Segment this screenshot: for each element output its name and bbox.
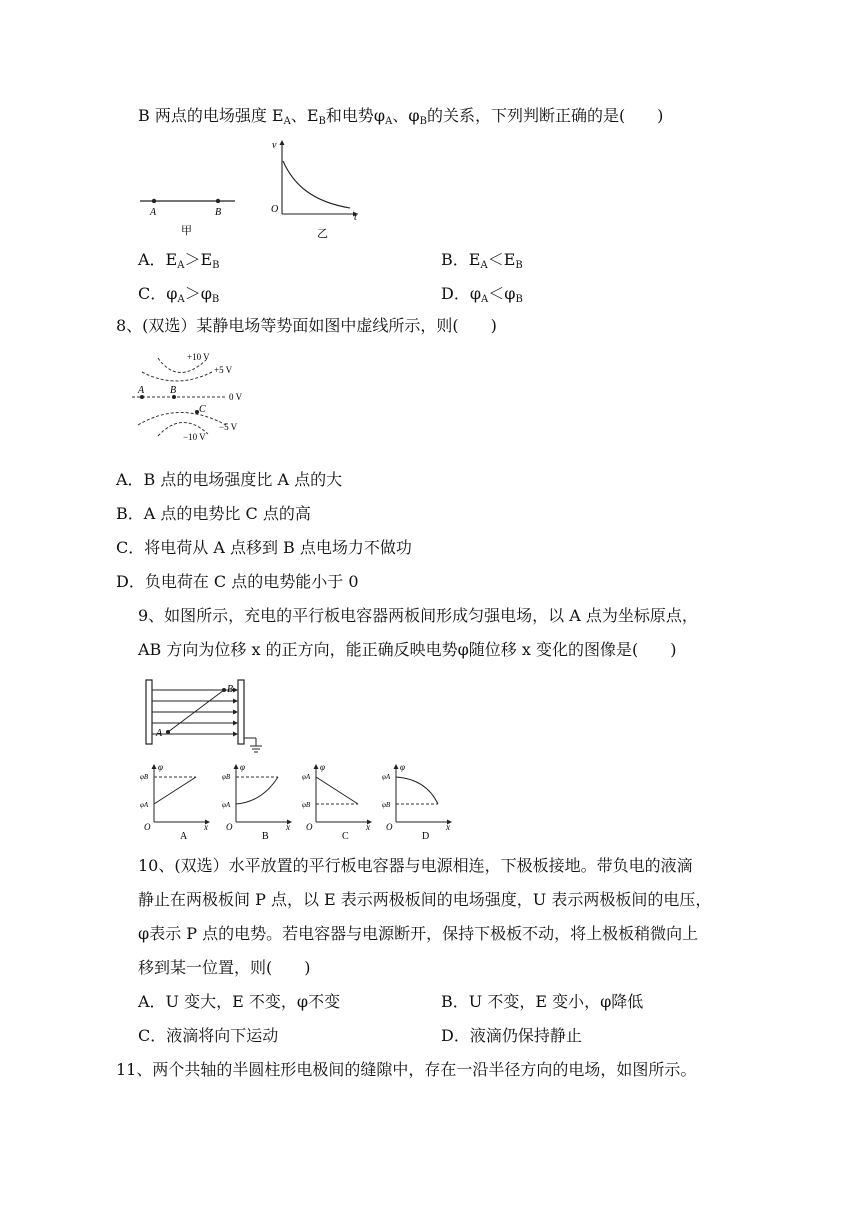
q7-stem: B 两点的电场强度 $E_A$、$E_B$和电势$\varphi_A$、$\varphi_B$的关系，下列判断正确的是( ) <box>138 106 664 127</box>
q9-capacitor-figure <box>140 676 270 756</box>
q8-label-minus10: −10 V <box>183 432 206 442</box>
q8-label-plus5: +5 V <box>214 365 233 375</box>
q8-stem: 8、(双选）某静电场等势面如图中虚线所示，则( ) <box>116 316 497 335</box>
q8-point-c: C <box>199 404 206 415</box>
q8-equipotential-figure <box>130 350 255 445</box>
q7-figure-line <box>135 190 245 240</box>
q8-option-d: D．负电荷在 C 点的电势能小于 0 <box>116 572 359 591</box>
q9-graph-a-axis-x: x <box>204 822 208 832</box>
q7-figure-caption-right: 乙 <box>317 228 328 240</box>
q9-graph-a-axis-phi: φ <box>158 762 163 772</box>
q10-stem-line4: 移到某一位置，则( ) <box>138 958 311 977</box>
q9-stem-line1: 9、如图所示，充电的平行板电容器两板间形成匀强电场，以 A 点为坐标原点， <box>138 606 698 625</box>
q9-graph-c-phi-a: φA <box>302 773 311 781</box>
q7-option-d: D．$\varphi_A<\varphi_B$ <box>441 284 523 305</box>
q7-option-b: B．$E_A<E_B$ <box>441 250 523 271</box>
q9-graph-c-axis-x: x <box>366 822 370 832</box>
q7-point-b-label: B <box>215 207 222 218</box>
q7-figure-vt <box>266 134 366 242</box>
q7-point-a-label: A <box>150 207 157 218</box>
q9-graph-b-phi-a: φA <box>222 801 231 809</box>
q8-option-b: B．A 点的电势比 C 点的高 <box>116 504 311 523</box>
q9-graph-a-origin: O <box>144 822 151 832</box>
q9-stem-line2: AB 方向为位移 x 的正方向，能正确反映电势φ随位移 x 变化的图像是( ) <box>138 640 677 659</box>
q9-graph-d-phi-b: φB <box>382 801 391 809</box>
q11-stem-line1: 11、两个共轴的半圆柱形电极间的缝隙中，存在一沿半径方向的电场，如图所示。 <box>116 1060 697 1079</box>
q9-graph-b-origin: O <box>226 822 233 832</box>
q9-graph-a-caption: A <box>180 831 188 842</box>
q8-option-a: A．B 点的电场强度比 A 点的大 <box>116 470 343 489</box>
q7-figure-caption-left: 甲 <box>181 225 192 237</box>
q9-graph-c-caption: C <box>342 831 349 842</box>
q10-stem-line3: φ表示 P 点的电势。若电容器与电源断开，保持下极板不动，将上极板稍微向上 <box>138 924 699 943</box>
q9-graph-c-axis-phi: φ <box>320 762 325 772</box>
q9-graph-b-axis-phi: φ <box>240 762 245 772</box>
q10-stem-line2: 静止在两极板间 P 点，以 E 表示两极板间的电场强度，U 表示两极板间的电压， <box>138 890 712 909</box>
q9-graph-d-axis-phi: φ <box>400 762 405 772</box>
q10-option-d: D．液滴仍保持静止 <box>441 1026 582 1045</box>
q7-axis-t-label: t <box>354 212 357 223</box>
q10-option-b: B．U 不变，E 变小，φ降低 <box>441 992 644 1011</box>
q9-graph-b-caption: B <box>262 831 269 842</box>
q9-graph-b-phi-b: φB <box>222 773 231 781</box>
q9-graph-b <box>222 760 297 842</box>
q9-graph-c-phi-b: φB <box>302 801 311 809</box>
q9-graph-d <box>382 760 457 842</box>
q9-graph-d-phi-a: φA <box>382 773 391 781</box>
q8-label-minus5: −5 V <box>219 422 238 432</box>
q9-graph-d-origin: O <box>386 822 393 832</box>
q9-graph-a-phi-a: φA <box>140 801 149 809</box>
q9-graph-c-origin: O <box>306 822 313 832</box>
q9-graph-a-phi-b: φB <box>140 773 149 781</box>
q8-label-zero: 0 V <box>229 392 243 402</box>
q9-graph-d-caption: D <box>422 831 430 842</box>
q9-graph-c <box>302 760 377 842</box>
q9-point-a: A <box>156 728 163 739</box>
q8-label-plus10: +10 V <box>187 352 210 362</box>
q10-option-a: A．U 变大，E 不变，φ不变 <box>138 992 341 1011</box>
q10-stem-line1: 10、(双选）水平放置的平行板电容器与电源相连，下极板接地。带负电的液滴 <box>138 856 693 875</box>
q9-graph-d-axis-x: x <box>446 822 450 832</box>
q9-graph-b-axis-x: x <box>286 822 290 832</box>
q7-option-a: A．$E_A>E_B$ <box>138 250 220 271</box>
q8-point-a: A <box>138 385 145 396</box>
q9-graph-a <box>140 760 215 842</box>
q7-option-c: C．$\varphi_A>\varphi_B$ <box>138 284 220 305</box>
q8-point-b: B <box>170 385 177 396</box>
q8-option-c: C．将电荷从 A 点移到 B 点电场力不做功 <box>116 538 412 557</box>
q7-axis-v-label: v <box>272 140 277 151</box>
q9-point-b: B <box>227 684 234 695</box>
q7-origin-label: O <box>271 204 279 215</box>
q10-option-c: C．液滴将向下运动 <box>138 1026 279 1045</box>
